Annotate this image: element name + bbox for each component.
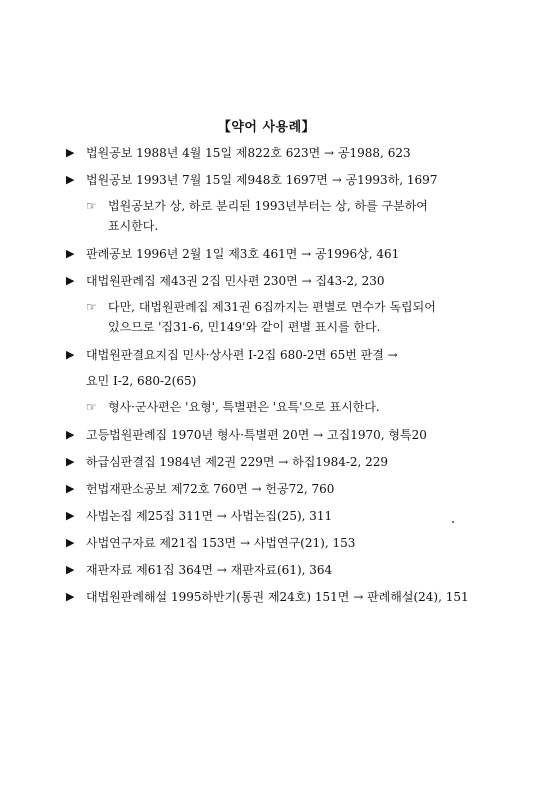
entry-text: 사법연구자료 제21집 153면 → 사법연구(21), 153 [86,536,356,550]
entry-text: 법원공보 1988년 4월 15일 제822호 623면 → 공1988, 623 [86,146,411,160]
list-item-supreme-court-digest [66,346,486,364]
note-line: 표시한다. [108,219,159,233]
list-item-precedent-gazette-1996 [66,245,486,263]
note-criminal-military [66,397,486,417]
list-item-trial-materials [66,561,486,579]
note-line: 있으므로 '집31-6, 민149'와 같이 편별 표시를 한다. [108,320,381,334]
bullet-icon: ▶ [66,247,75,260]
entry-text: 사법논집 제25집 311면 → 사법논집(25), 311 [86,509,333,523]
bullet-icon: ▶ [66,173,75,186]
note-gazette-split [66,196,486,236]
list-item-continuation [66,372,486,390]
entry-text: 대법원판례집 제43권 2집 민사편 230면 → 집43-2, 230 [86,274,385,288]
entry-text: 대법원판례해설 1995하반기(통권 제24호) 151면 → 판례해설(24), 151 [86,590,469,604]
bullet-icon: ▶ [66,274,75,287]
entry-text: 고등법원판례집 1970년 형사·특별편 20면 → 고집1970, 형특20 [86,428,427,442]
list-item-supreme-court-reports [66,272,486,290]
list-item-high-court-reports [66,426,486,444]
list-item-court-gazette-1993 [66,171,486,189]
entry-text: 요민 Ⅰ-2, 680-2(65) [86,374,197,388]
bullet-icon: ▶ [66,509,75,522]
entry-text: 헌법재판소공보 제72호 760면 → 헌공72, 760 [86,482,335,496]
bullet-icon: ▶ [66,590,75,603]
list-item-judicial-essays [66,507,486,525]
list-item-constitutional-court-gazette [66,480,486,498]
bullet-icon: ▶ [66,455,75,468]
entry-text: 판례공보 1996년 2월 1일 제3호 461면 → 공1996상, 461 [86,247,400,261]
entry-text: 재판자료 제61집 364면 → 재판자료(61), 364 [86,563,333,577]
entry-text: 법원공보 1993년 7월 15일 제948호 1697면 → 공1993하, 1697 [86,173,438,187]
list-item-court-gazette-1988 [66,144,486,162]
abbreviation-list [66,144,486,606]
pointing-hand-icon: ☞ [86,300,97,314]
note-line: 법원공보가 상, 하로 분리된 1993년부터는 상, 하를 구분하여 [108,199,428,213]
note-reports-pagination [66,297,486,337]
bullet-icon: ▶ [66,348,75,361]
page-title: 【약어 사용례】 [217,120,316,135]
note-line: 다만, 대법원판례집 제31권 6집까지는 편별로 면수가 독립되어 [108,300,436,314]
pointing-hand-icon: ☞ [86,400,97,414]
entry-text: 대법원판결요지집 민사·상사편 Ⅰ-2집 680-2면 65번 판결 → [86,348,398,362]
bullet-icon: ▶ [66,563,75,576]
list-item-judicial-research [66,534,486,552]
bullet-icon: ▶ [66,536,75,549]
bullet-icon: ▶ [66,428,75,441]
entry-text: 하급심판결집 1984년 제2권 229면 → 하집1984-2, 229 [86,455,389,469]
list-item-lower-court-reports [66,453,486,471]
list-item-precedent-commentary [66,588,486,606]
bullet-icon: ▶ [66,146,75,159]
note-line: 형사·군사편은 '요형', 특별편은 '요특'으로 표시한다. [108,400,380,414]
speck-mark [452,521,454,523]
bullet-icon: ▶ [66,482,75,495]
pointing-hand-icon: ☞ [86,199,97,213]
